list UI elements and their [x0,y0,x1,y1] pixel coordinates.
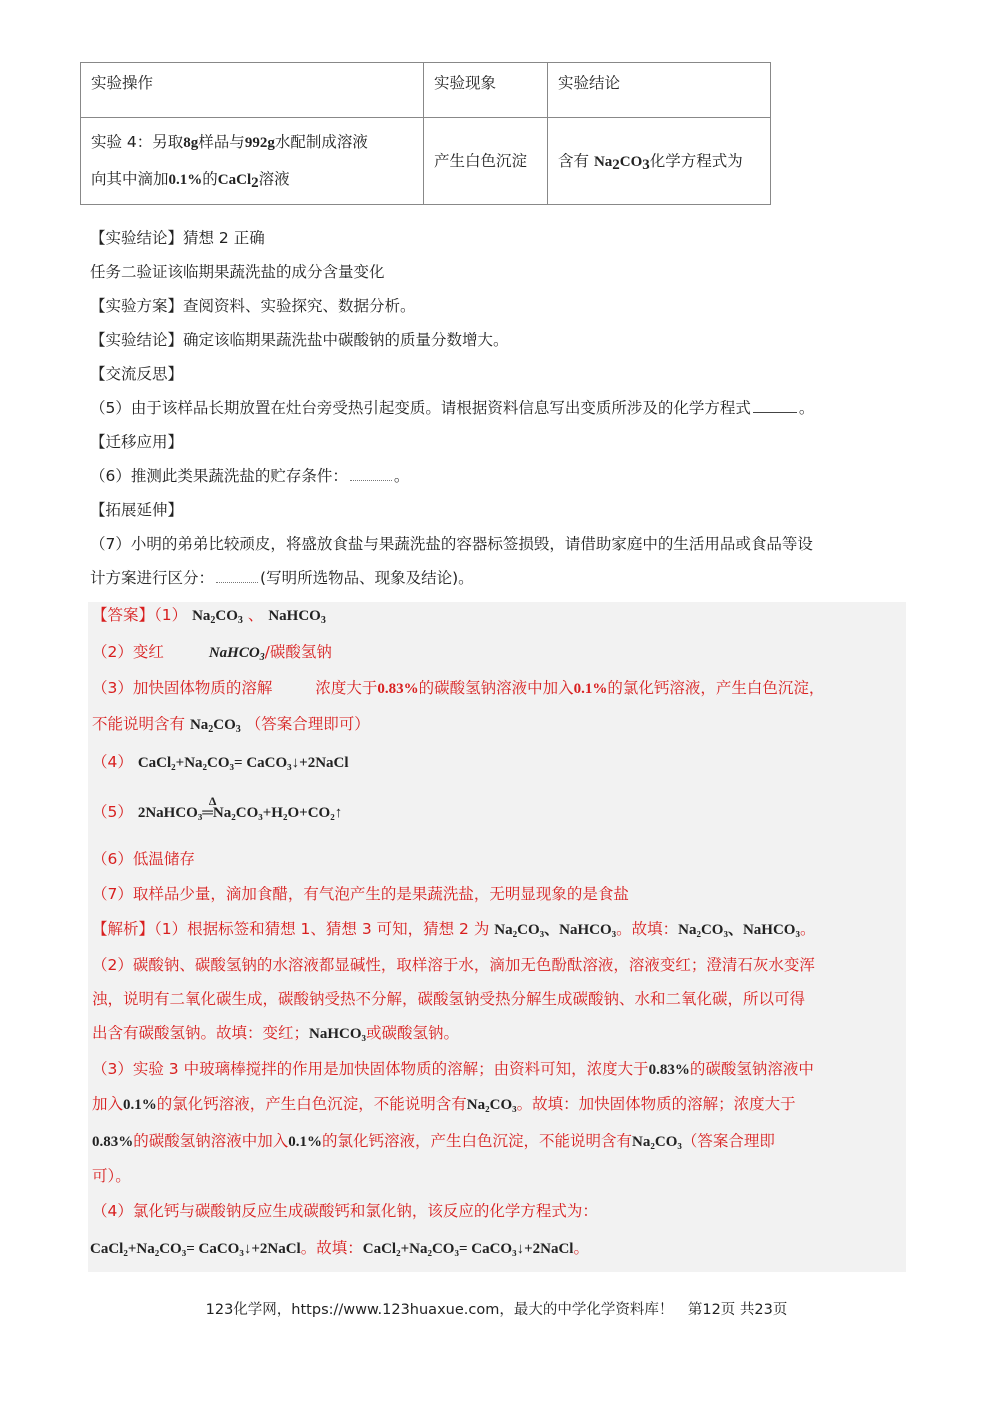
analysis-4-line-2: CaCl₂+Na₂CO₃= CaCO₃↓+2NaCl。故填：CaCl₂+Na₂CO₃= CaCO₃↓+2NaCl。 [90,1239,589,1257]
cell-operation: 实验 4：另取8g样品与992g水配制成溶液 向其中滴加0.1%的CaCl$_2$溶液 [81,118,424,205]
cell-conclusion: 含有 $Na_2CO_3$化学方程式为 [548,118,771,205]
answer-2: （2）变红 NaHCO$_3$/碳酸氢钠 [92,643,332,663]
answer-4: （4） CaCl₂+Na₂CO₃= CaCO₃↓+2NaCl [92,753,349,771]
page-footer: 123化学网，https://www.123huaxue.com，最大的中学化学资料库！ 第12页 共23页 [205,1302,788,1318]
analysis-2-line-3: 出含有碳酸氢钠。故填：变红；NaHCO₃或碳酸氢钠。 [92,1024,460,1042]
header-conclusion: 实验结论 [548,63,771,118]
answer-5: （5） Δ 2NaHCO₃═Na₂CO₃+H₂O+CO₂↑ [92,801,342,824]
answer-1: 【答案】（1） $Na_2CO_3$ 、 NaHCO$_3$ [92,606,326,626]
question-body [90,226,920,600]
task-two-title: 任务二验证该临期果蔬洗盐的成分含量变化 [90,263,385,281]
analysis-3-line-1: （3）实验 3 中玻璃棒搅拌的作用是加快固体物质的溶解；由资料可知，浓度大于0.83%的碳酸氢钠溶液中 [92,1060,814,1078]
answer-7: （7）取样品少量，滴加食醋，有气泡产生的是果蔬洗盐，无明显现象的是食盐 [92,885,629,903]
answer-6: （6）低温储存 [92,850,195,868]
analysis-3-line-2: 加入0.1%的氯化钙溶液，产生白色沉淀，不能说明含有Na₂CO₃。故填：加快固体物质的溶解；浓度大于 [92,1095,796,1113]
experiment-table [80,62,771,205]
table-header-row [81,63,771,118]
delta-symbol: Δ [208,794,217,808]
analysis-2-line-1: （2）碳酸钠、碳酸氢钠的水溶液都显碱性，取样溶于水，滴加无色酚酞溶液，溶液变红；澄清石灰水变浑 [92,956,815,974]
answer-blank-7[interactable] [216,581,258,583]
analysis-3-line-3: 0.83%的碳酸氢钠溶液中加入0.1%的氯化钙溶液，产生白色沉淀，不能说明含有Na₂CO₃（答案合理即 [92,1132,775,1150]
question-5: （5）由于该样品长期放置在灶台旁受热引起变质。请根据资料信息写出变质所涉及的化学方程式 。 [90,399,815,417]
table-row [81,118,771,205]
header-phenomenon: 实验现象 [424,63,548,118]
analysis-4-line-1: （4）氯化钙与碳酸钠反应生成碳酸钙和氯化钠，该反应的化学方程式为： [92,1202,598,1220]
answer-3-line-2: 不能说明含有 $Na_2CO_3$ （答案合理即可） [92,715,370,735]
question-7-line-1: （7）小明的弟弟比较顽皮，将盛放食盐与果蔬洗盐的容器标签损毁，请借助家庭中的生活用品或食品等设 [90,535,813,553]
header-operation: 实验操作 [81,63,424,118]
experiment-conclusion-2: 【实验结论】确定该临期果蔬洗盐中碳酸钠的质量分数增大。 [90,331,509,349]
question-7-line-2: 计方案进行区分： (写明所选物品、现象及结论)。 [90,569,474,587]
analysis-1: 【解析】（1）根据标签和猜想 1、猜想 3 可知，猜想 2 为 Na₂CO₃、NaHCO₃。故填：Na₂CO₃、NaHCO₃。 [92,920,816,938]
analysis-2-line-2: 浊，说明有二氧化碳生成，碳酸钠受热不分解，碳酸氢钠受热分解生成碳酸钠、水和二氧化碳，所以可得 [92,990,806,1008]
answer-blank-6[interactable] [350,479,392,481]
analysis-3-line-4: 可）。 [92,1167,131,1185]
application-heading: 【迁移应用】 [90,433,184,451]
reflection-heading: 【交流反思】 [90,365,184,383]
answer-section [88,602,906,1272]
question-6: （6）推测此类果蔬洗盐的贮存条件： 。 [90,467,410,485]
cell-phenomenon: 产生白色沉淀 [424,118,548,205]
answer-3-line-1: （3）加快固体物质的溶解 浓度大于0.83%的碳酸氢钠溶液中加入0.1%的氯化钙溶液，产生白色沉淀， [92,679,825,697]
answer-blank-5[interactable] [753,411,797,413]
extension-heading: 【拓展延伸】 [90,501,184,519]
experiment-conclusion-1: 【实验结论】猜想 2 正确 [90,229,265,247]
experiment-plan: 【实验方案】查阅资料、实验探究、数据分析。 [90,297,416,315]
